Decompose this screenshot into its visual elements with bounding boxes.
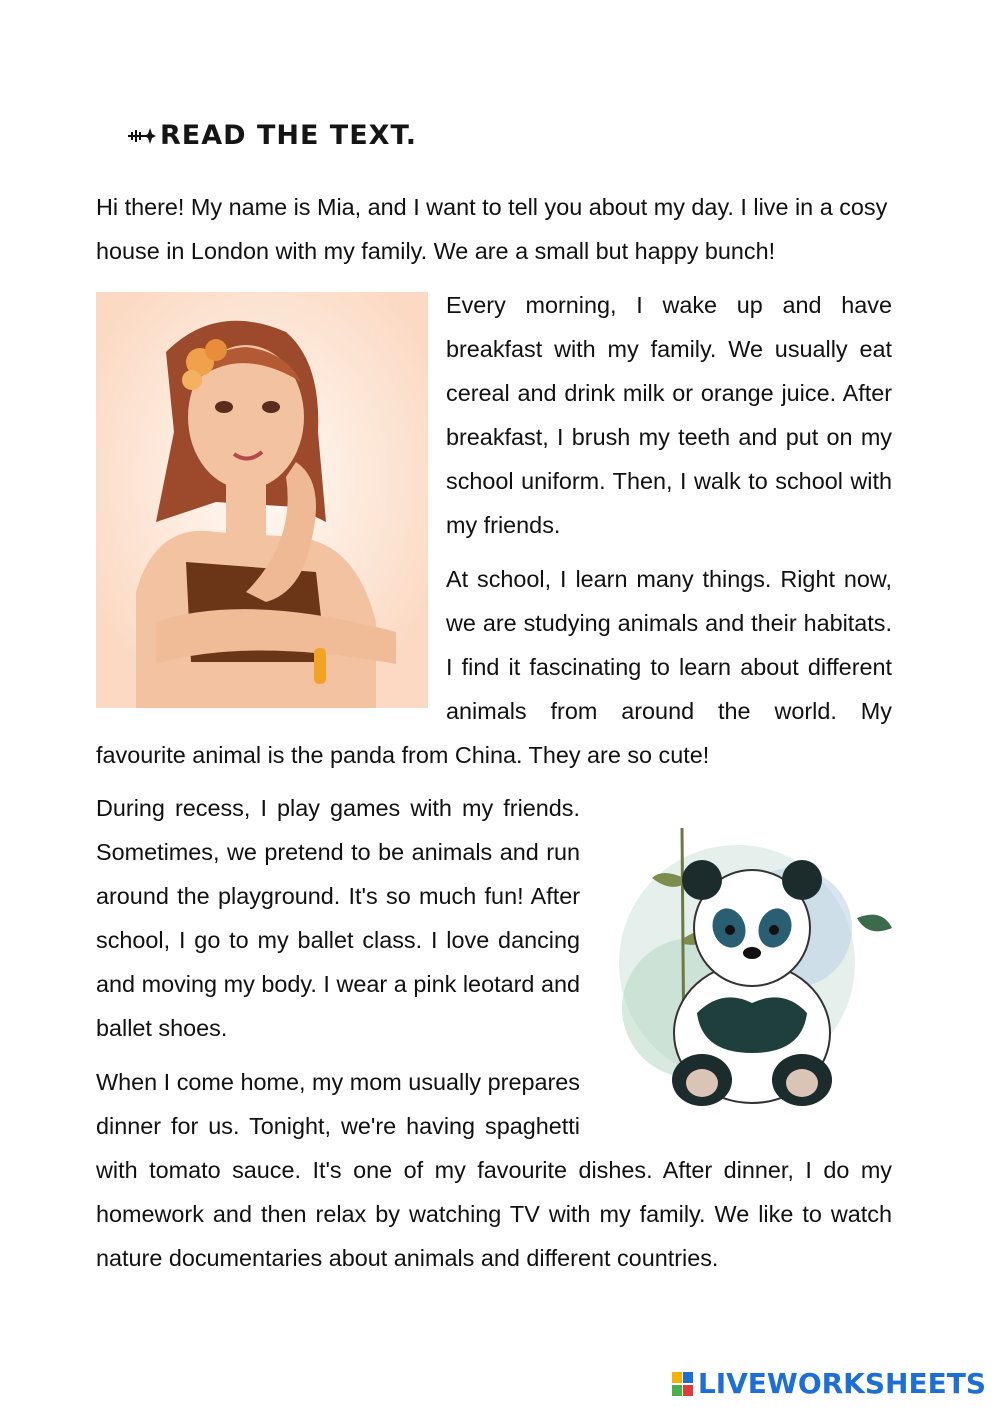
girl-portrait-icon xyxy=(96,292,428,708)
paragraph-intro: Hi there! My name is Mia, and I want to tell you about my day. I live in a cosy house in London with my family. We are a small but happy bunch! xyxy=(96,194,888,264)
worksheet-heading xyxy=(126,120,417,151)
page-title: READ THE TEXT. xyxy=(160,120,418,151)
liveworksheets-logo-icon xyxy=(672,1370,694,1398)
paragraph-recess: During recess, I play games with my friends. Sometimes, we pretend to be animals and run around the playground. It's so much fun! After school, I go to my ballet class. I love dancing and moving my body. I wear a pink leotard and ballet shoes. xyxy=(96,795,580,1041)
girl-illustration xyxy=(96,292,428,708)
liveworksheets-footer[interactable] xyxy=(672,1367,986,1400)
panda-illustration xyxy=(602,818,892,1124)
brand-name: LIVEWORKSHEETS xyxy=(697,1367,986,1400)
story-block-morning-school xyxy=(96,283,892,777)
paragraph-morning: Every morning, I wake up and have breakfast with my family. We usually eat cereal and drink milk or orange juice. After breakfast, I brush my teeth and put on my school uniform. Then, I walk to school with my friends. xyxy=(446,292,892,538)
panda-watercolor-icon xyxy=(602,818,892,1124)
sparkle-arrow-icon xyxy=(126,121,156,151)
paragraph-school: At school, I learn many things. Right now, we are studying animals and their habitats. I find it fascinating to learn about different animals from around the world. My favourite animal is the panda from China. They are so cute! xyxy=(96,566,892,768)
story-block-evening xyxy=(96,786,892,1280)
paragraph-evening: When I come home, my mom usually prepares dinner for us. Tonight, we're having spaghetti with tomato sauce. It's one of my favourite dishes. After dinner, I do my homework and then relax by watching TV with my family. We like to watch nature documentaries about animals and different countries. xyxy=(96,1069,892,1271)
